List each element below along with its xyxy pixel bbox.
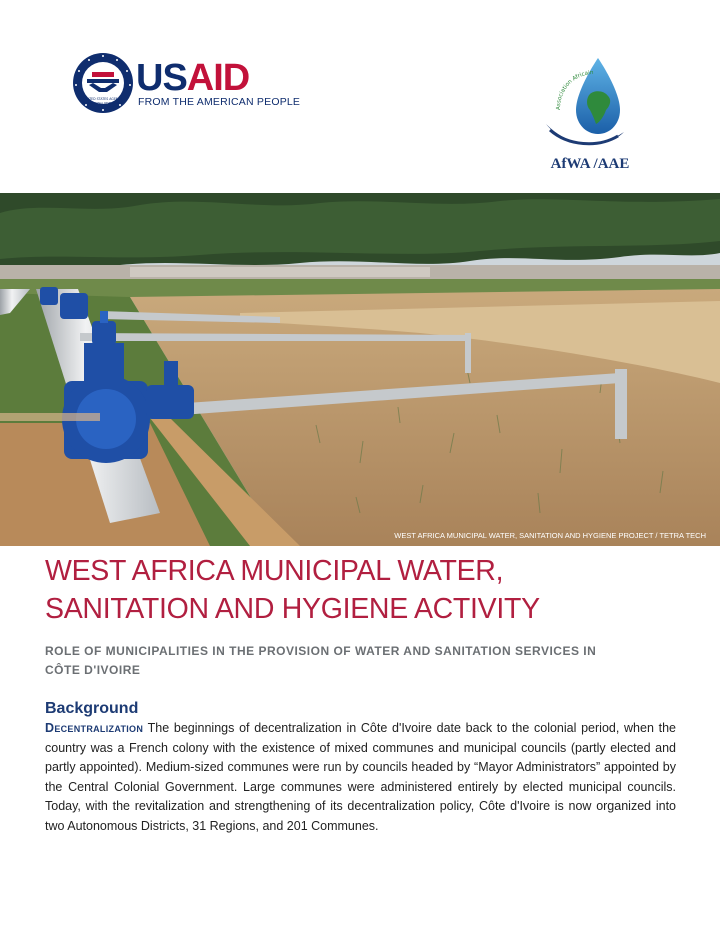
page-subtitle-line-2: CÔTE D'IVOIRE (45, 663, 141, 677)
background-body: The beginnings of decentralization in Côte d'Ivoire date back to the colonial period, when the country was a French colony with the existence of mixed communes and municipal councils (partly elected and partly appointed). Medium-sized communes were run by councils headed by “Mayor Administrators” appointed by the Central Colonial Government. Large communes were administered entirely by elected municipal councils. Today, with the revitalization and strengthening of its decentralization policy, Côte d'Ivoire is now organized into two Autonomous Districts, 31 Regions, and 201 Communes. (45, 721, 676, 833)
usaid-wordmark-aid: AID (186, 57, 250, 99)
usaid-logo (72, 52, 301, 122)
usaid-seal-text-bottom: INTERNATIONAL DEVELOPMENT (82, 102, 124, 105)
usaid-wordmark (136, 56, 249, 100)
photo-credit: WEST AFRICA MUNICIPAL WATER, SANITATION AND HYGIENE PROJECT / TETRA TECH (394, 531, 706, 540)
cover-photo (0, 193, 720, 546)
page-subtitle (45, 642, 675, 680)
background-heading: Background (45, 700, 139, 717)
usaid-wordmark-us: US (136, 57, 187, 99)
background-lead-term: Decentralization (45, 721, 144, 735)
page-title-line-2: SANITATION AND HYGIENE ACTIVITY (45, 593, 540, 625)
afwa-name: AfWA /AAE (550, 156, 630, 172)
usaid-seal-text-top: UNITED STATES AGENCY (83, 97, 123, 101)
afwa-ring-text: Association Africain (555, 69, 594, 111)
background-paragraph (45, 719, 676, 837)
usaid-tagline: FROM THE AMERICAN PEOPLE (138, 96, 301, 108)
water-drop-africa-icon (538, 52, 642, 156)
page-title (45, 552, 685, 628)
page-subtitle-line-1: ROLE OF MUNICIPALITIES IN THE PROVISION OF WATER AND SANITATION SERVICES IN (45, 644, 597, 658)
usaid-seal-icon (72, 52, 134, 114)
page-title-line-1: WEST AFRICA MUNICIPAL WATER, (45, 555, 504, 587)
afwa-logo (538, 52, 642, 180)
water-pipeline-photo (0, 193, 720, 546)
